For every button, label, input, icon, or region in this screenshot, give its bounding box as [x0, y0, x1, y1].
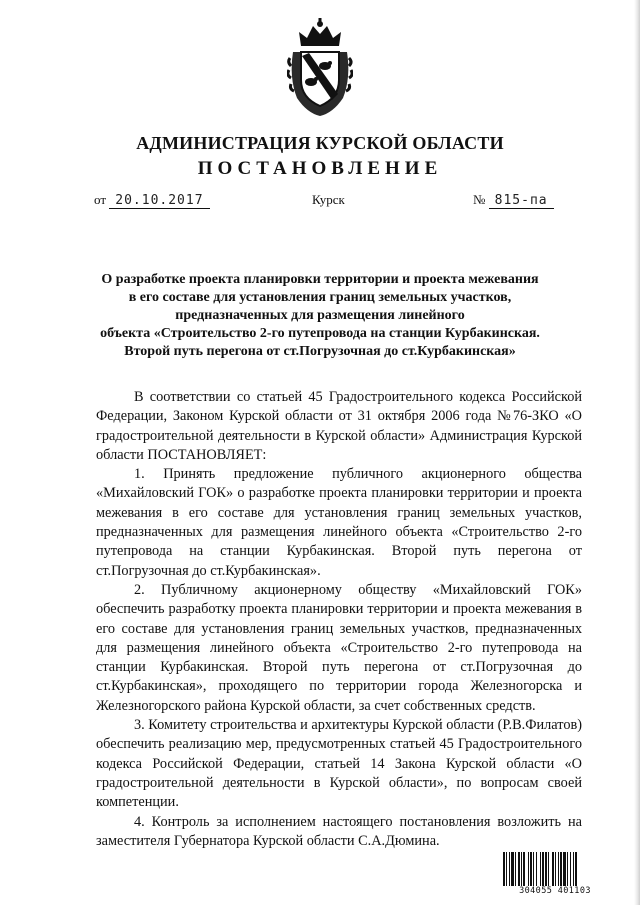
- title-line: объекта «Строительство 2-го путепровода на станции Курбакинская.: [100, 326, 540, 341]
- date-value: 20.10.2017: [109, 193, 209, 209]
- number-prefix: №: [473, 192, 486, 207]
- organization-name: АДМИНИСТРАЦИЯ КУРСКОЙ ОБЛАСТИ: [136, 133, 504, 153]
- item-paragraph-4: 4. Контроль за исполнением настоящего постановления возложить на заместителя Губернатора Курской области С.А.Дюмина.: [96, 813, 582, 849]
- document-title: [60, 271, 580, 361]
- date-field: [94, 192, 210, 209]
- number-field: [473, 192, 554, 209]
- number-value: 815-па: [489, 193, 554, 209]
- date-prefix: от: [94, 192, 107, 207]
- city: Курск: [312, 192, 345, 207]
- barcode-bars: [503, 852, 607, 886]
- barcode-number: 304055 401103: [519, 886, 591, 896]
- kursk-oblast-coat-of-arms-icon: [287, 18, 353, 118]
- barcode-bar: [577, 852, 578, 886]
- item-paragraph-1: 1. Принять предложение публичного акционерного общества «Михайловский ГОК» о разработке проекта планировки территории и проекта межевания в его составе для установления границ земельных участков, предназначенных для размещения линейного объекта «Строительство 2-го путепровода на станции Курбакинская. Второй путь перегона от ст.Погрузочная до ст.Курбакинская».: [96, 466, 582, 579]
- item-paragraph-2: 2. Публичному акционерному обществу «Михайловский ГОК» обеспечить разработку проекта планировки территории и проекта межевания в его составе для установления границ земельных участков, предназначенных для размещения линейного объекта «Строительство 2-го путепровода на станции Курбакинская. Второй путь перегона от ст.Погрузочная до ст.Курбакинская», проходящего по территории города Железногорска и Железногорского района Курской области, за счет собственных средств.: [96, 581, 582, 714]
- title-line: Второй путь перегона от ст.Погрузочная до ст.Курбакинская»: [124, 344, 516, 359]
- item-paragraph-3: 3. Комитету строительства и архитектуры Курской области (Р.В.Филатов) обеспечить реализацию мер, предусмотренных статьей 45 Градостроительного кодекса Российской Федерации, статьей 14 Закона Курской области «О градостроительной деятельности в Курской области», по вопросам своей компетенции.: [96, 717, 582, 811]
- preamble-paragraph: В соответствии со статьей 45 Градостроительного кодекса Российской Федерации, Законом Курской области от 31 октября 2006 года №76-ЗКО «О градостроительной деятельности в Курской области» Администрация Курской области ПОСТАНОВЛЯЕТ:: [96, 389, 582, 463]
- document-body: [96, 388, 582, 851]
- barcode: [503, 852, 607, 896]
- title-line: предназначенных для размещения линейного: [175, 308, 465, 323]
- title-line: в его составе для установления границ земельных участков,: [128, 290, 512, 305]
- title-line: О разработке проекта планировки территории и проекта межевания: [101, 272, 539, 287]
- document-type: ПОСТАНОВЛЕНИЕ: [197, 158, 443, 179]
